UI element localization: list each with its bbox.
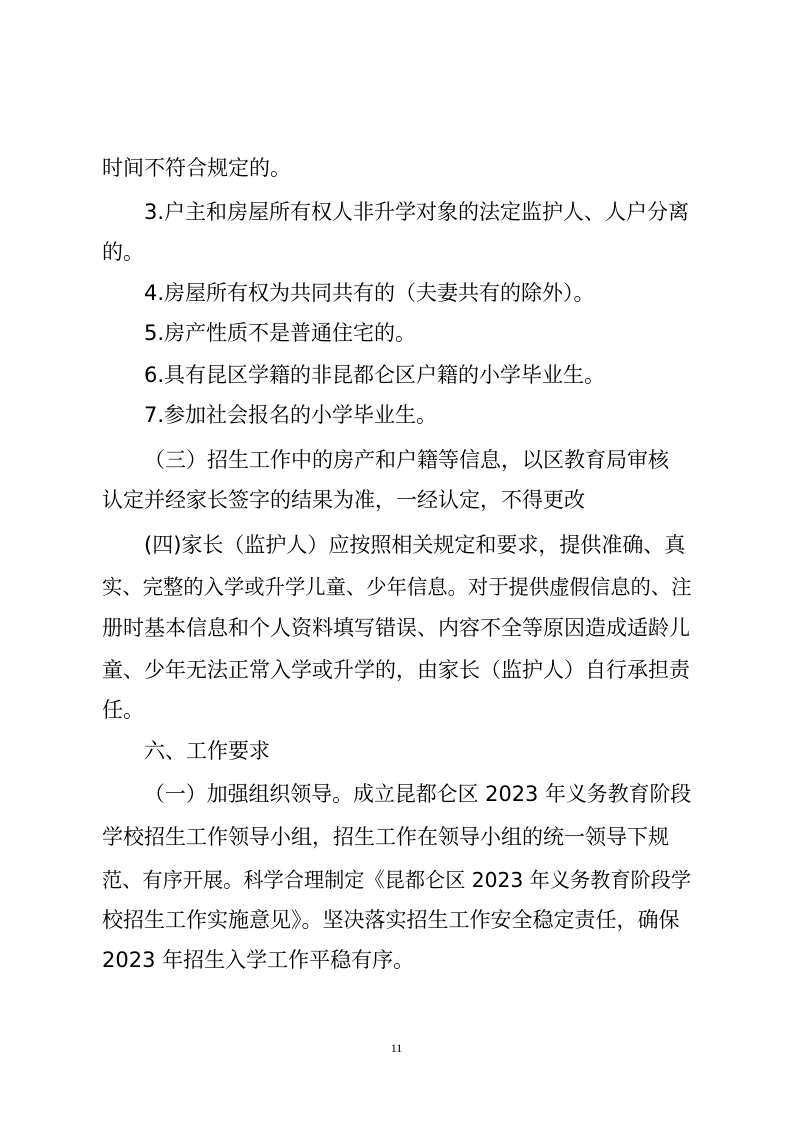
- text-line-8: （三）招生工作中的房产和户籍等信息，以区教育局审核: [144, 448, 669, 472]
- text-line-2: 3.户主和房屋所有权人非升学对象的法定监护人、人户分离: [144, 200, 690, 224]
- text-line-16: （一）加强组织领导。成立昆都仑区 2023 年义务教育阶段: [144, 782, 692, 806]
- text-line-17: 学校招生工作领导小组，招生工作在领导小组的统一领导下规: [102, 825, 669, 849]
- text-line-9: 认定并经家长签字的结果为准，一经认定，不得更改: [102, 488, 585, 512]
- text-line-7: 7.参加社会报名的小学毕业生。: [144, 403, 438, 427]
- text-line-20: 2023 年招生入学工作平稳有序。: [102, 948, 415, 972]
- text-line-19: 校招生工作实施意见》。坚决落实招生工作安全稳定责任，确保: [102, 908, 680, 932]
- text-line-10: (四)家长（监护人）应按照相关规定和要求，提供准确、真: [144, 533, 686, 557]
- text-line-11: 实、完整的入学或升学儿童、少年信息。对于提供虚假信息的、注: [102, 575, 692, 599]
- text-line-4: 4.房屋所有权为共同共有的（夫妻共有的除外）。: [144, 281, 595, 305]
- text-line-6: 6.具有昆区学籍的非昆都仑区户籍的小学毕业生。: [144, 363, 606, 387]
- text-line-18: 范、有序开展。科学合理制定《昆都仑区 2023 年义务教育阶段学: [102, 868, 692, 892]
- text-line-12: 册时基本信息和个人资料填写错误、内容不全等原因造成适龄儿: [102, 616, 690, 640]
- text-line-14: 任。: [102, 698, 144, 722]
- page-number: 11: [390, 1041, 403, 1055]
- section-heading: 六、工作要求: [144, 739, 270, 763]
- text-line-1: 时间不符合规定的。: [102, 156, 291, 180]
- text-line-5: 5.房产性质不是普通住宅的。: [144, 321, 417, 345]
- text-line-3: 的。: [102, 240, 144, 264]
- text-line-13: 童、少年无法正常入学或升学的，由家长（监护人）自行承担责: [102, 658, 690, 682]
